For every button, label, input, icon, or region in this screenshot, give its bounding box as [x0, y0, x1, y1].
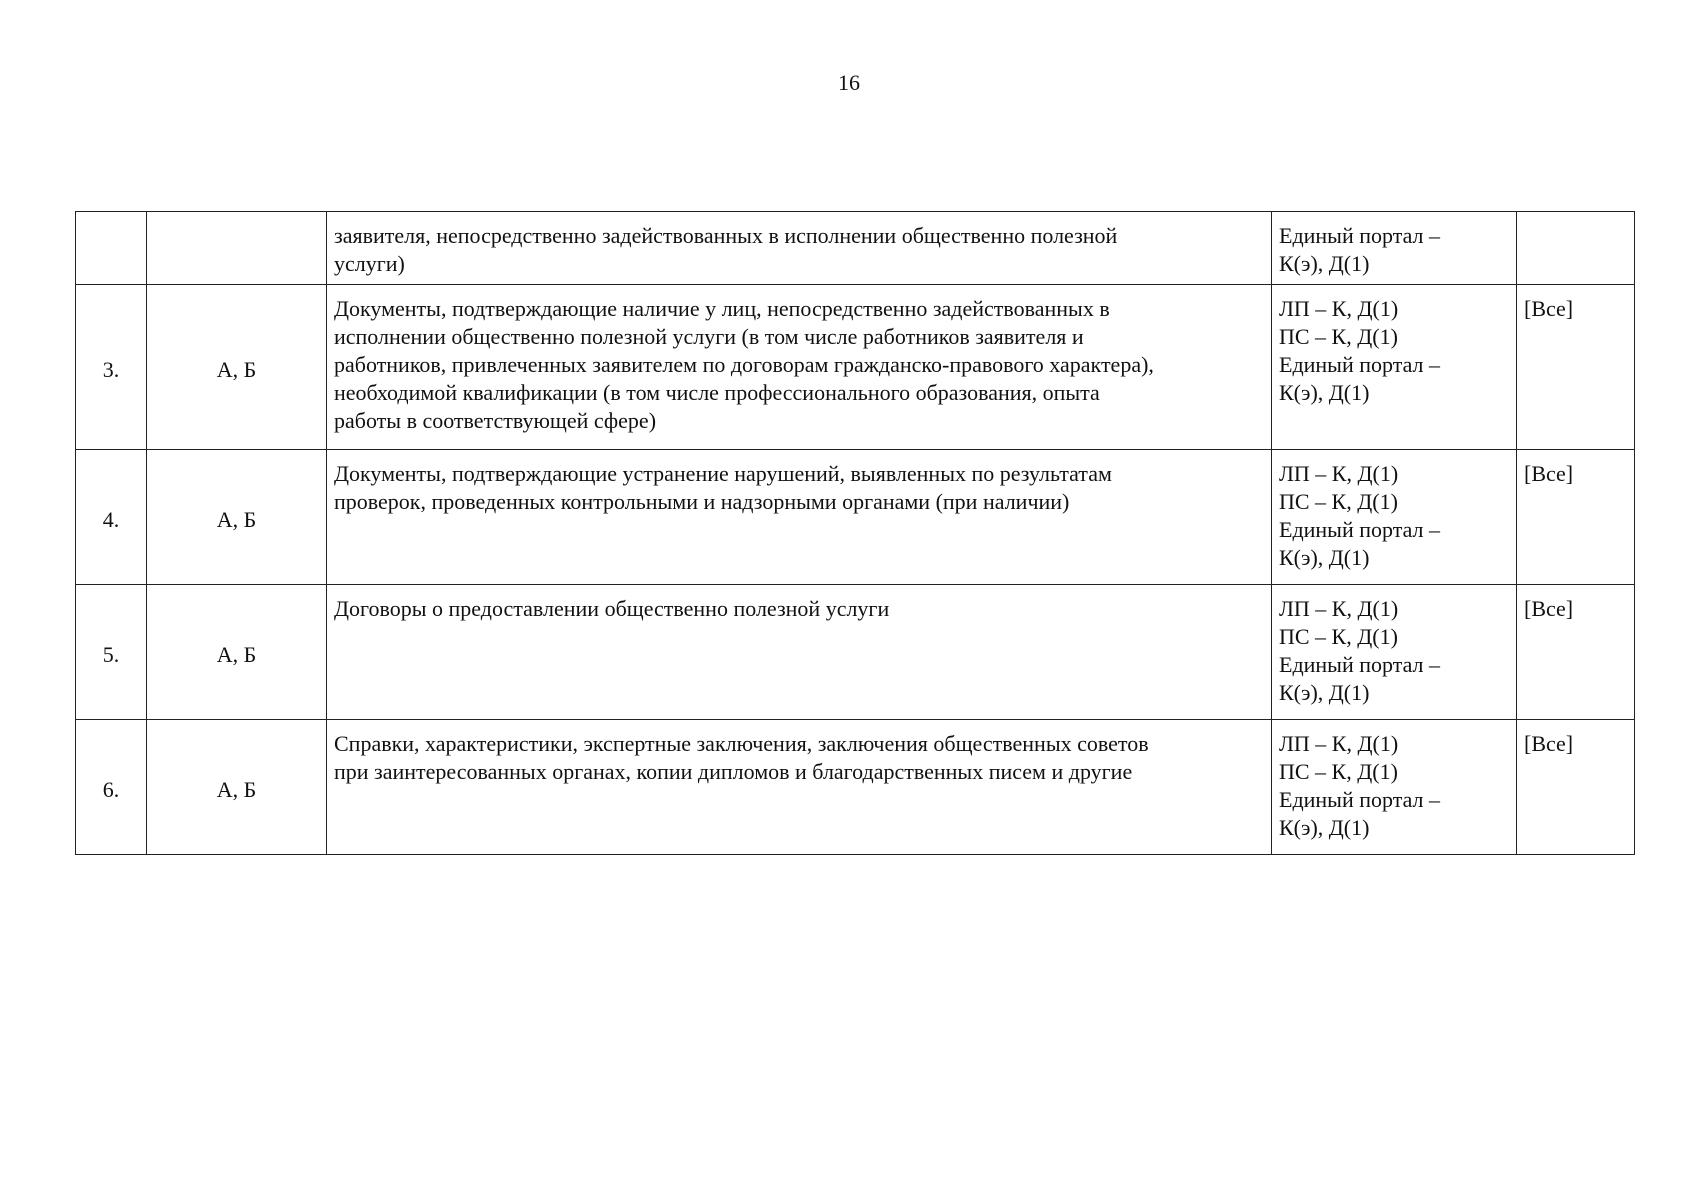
document-text-line: исполнении общественно полезной услуги (в том числе работников заявителя и: [334, 324, 1084, 349]
row-recipients-cell: [Все]: [1517, 585, 1635, 720]
row-number-cell: 6.: [76, 720, 147, 855]
row-category-cell: А, Б: [147, 720, 327, 855]
row-recipients-cell: [Все]: [1517, 720, 1635, 855]
row-document-cell: [327, 720, 1272, 855]
row-recipients-cell: [Все]: [1517, 285, 1635, 450]
row-category-cell: А, Б: [147, 285, 327, 450]
form-text-line: Единый портал –: [1279, 223, 1441, 248]
form-text-line: Единый портал –: [1279, 787, 1441, 812]
document-text-line: Справки, характеристики, экспертные заключения, заключения общественных советов: [334, 731, 1149, 756]
document-text-line: Договоры о предоставлении общественно полезной услуги: [334, 596, 890, 621]
document-text-line: заявителя, непосредственно задействованных в исполнении общественно полезной: [334, 223, 1118, 248]
form-text-line: К(э), Д(1): [1279, 545, 1370, 570]
document-text-line: необходимой квалификации (в том числе профессионального образования, опыта: [334, 380, 1100, 405]
row-document-cell: [327, 285, 1272, 450]
document-text-line: Документы, подтверждающие устранение нарушений, выявленных по результатам: [334, 461, 1112, 486]
document-text-line: работников, привлеченных заявителем по договорам гражданско-правового характера),: [334, 352, 1154, 377]
row-recipients-cell: [Все]: [1517, 450, 1635, 585]
row-document-cell: [327, 212, 1272, 285]
row-number-cell: 5.: [76, 585, 147, 720]
document-text-line: при заинтересованных органах, копии дипломов и благодарственных писем и другие: [334, 759, 1133, 784]
form-text-line: К(э), Д(1): [1279, 680, 1370, 705]
form-text-line: Единый портал –: [1279, 517, 1441, 542]
form-text-line: ЛП – К, Д(1): [1279, 296, 1399, 321]
document-text-line: работы в соответствующей сфере): [334, 408, 657, 433]
row-number-cell: 4.: [76, 450, 147, 585]
form-text-line: ПС – К, Д(1): [1279, 759, 1398, 784]
row-document-cell: [327, 450, 1272, 585]
form-text-line: ПС – К, Д(1): [1279, 624, 1398, 649]
form-text-line: ЛП – К, Д(1): [1279, 461, 1399, 486]
document-text-line: проверок, проведенных контрольными и надзорными органами (при наличии): [334, 489, 1070, 514]
row-category-cell: А, Б: [147, 585, 327, 720]
page-number: 16: [838, 70, 860, 95]
table-row: [76, 720, 1635, 855]
row-recipients-cell: [1517, 212, 1635, 285]
row-category-cell: [147, 212, 327, 285]
form-text-line: К(э), Д(1): [1279, 251, 1370, 276]
row-form-cell: [1272, 285, 1517, 450]
form-text-line: Единый портал –: [1279, 352, 1441, 377]
table-row: [76, 585, 1635, 720]
row-form-cell: [1272, 212, 1517, 285]
form-text-line: К(э), Д(1): [1279, 380, 1370, 405]
table-row: [76, 212, 1635, 285]
table-row: [76, 450, 1635, 585]
row-document-cell: [327, 585, 1272, 720]
form-text-line: ЛП – К, Д(1): [1279, 596, 1399, 621]
form-text-line: К(э), Д(1): [1279, 815, 1370, 840]
row-number-cell: 3.: [76, 285, 147, 450]
row-form-cell: [1272, 585, 1517, 720]
form-text-line: Единый портал –: [1279, 652, 1441, 677]
document-text-line: услуги): [334, 251, 405, 276]
row-category-cell: А, Б: [147, 450, 327, 585]
form-text-line: ПС – К, Д(1): [1279, 489, 1398, 514]
form-text-line: ПС – К, Д(1): [1279, 324, 1398, 349]
form-text-line: ЛП – К, Д(1): [1279, 731, 1399, 756]
row-form-cell: [1272, 450, 1517, 585]
document-text-line: Документы, подтверждающие наличие у лиц, непосредственно задействованных в: [334, 296, 1110, 321]
row-number-cell: [76, 212, 147, 285]
documents-table: [75, 211, 1635, 855]
row-form-cell: [1272, 720, 1517, 855]
table-row: [76, 285, 1635, 450]
